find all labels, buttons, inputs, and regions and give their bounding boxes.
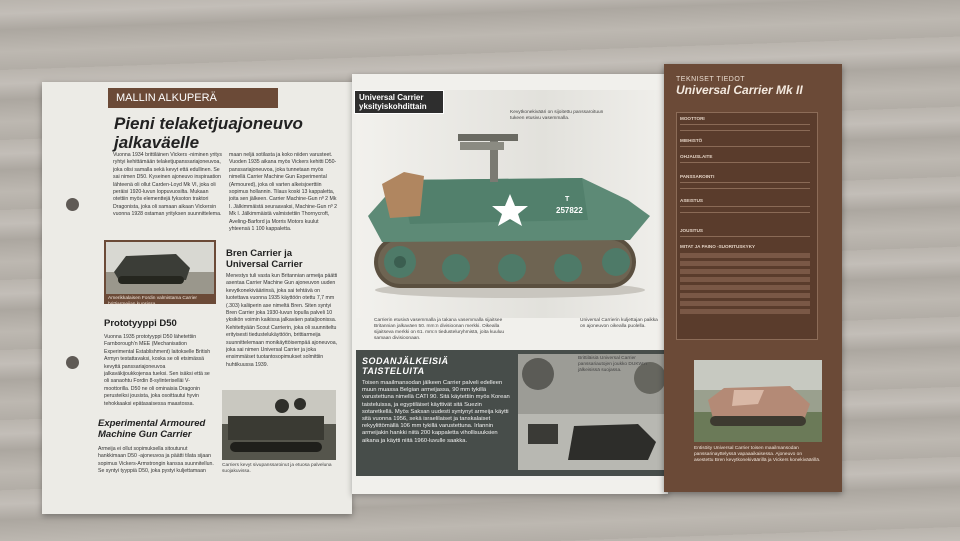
spec-label: MIEHISTÖ	[680, 138, 703, 143]
spec-row	[680, 188, 810, 189]
postwar-photo-caption: Brittiläisiä Universal Carrier panssariautojen joukko DUKW:n jälkeisissä suojassa.	[578, 356, 647, 373]
top-caption: Kevytkonekivääri on sijoitettu panssaroituun tukeen etusivu vasemmalla.	[510, 110, 604, 121]
vehicle-marking-t: T	[565, 196, 570, 203]
spec-label: MOOTTORI	[680, 116, 705, 121]
postwar-heading: SODANJÄLKEISIÄ TAISTELUITA	[362, 356, 449, 376]
spec-row	[680, 269, 810, 274]
spec-row	[680, 301, 810, 306]
spec-row	[680, 206, 810, 207]
spec-row	[680, 130, 810, 131]
binder-hole	[66, 198, 79, 211]
subheading-experimental: Experimental Armoured Machine Gun Carrier	[98, 418, 206, 440]
binder-hole	[66, 356, 79, 369]
photo-caption: Amerikkalaisen Fordin valmistama Carrier brittiarmeijan kuosissa.	[108, 296, 198, 307]
spec-row	[680, 293, 810, 298]
spec-kicker: TEKNISET TIEDOT	[676, 76, 746, 83]
spec-row	[680, 236, 810, 237]
bottom-caption-left: Carrierin etusivä vasemmalla ja takana vasemmalla sijaitsee Britannian jalkaväen 50. mm:n divisioonan merkki. Oikealla sijaitseva merkki on 61. mm:n tiedusteluryhmistä, joita kuuluu samaan divisioonaan.	[374, 318, 505, 341]
spec-row	[680, 212, 810, 213]
bottom-caption-right: Universal Carrierin kuljettajan paikka on ajoneuvon oikealla puolella.	[580, 318, 658, 329]
subheading-prototype: Prototyyppi D50	[104, 318, 177, 329]
intro-column-1: Vuonna 1934 brittiläinen Vickers -niminen yritys ryhtyi kehittämään telaketjupanssariajoneuvoa, joka olisi samalla sekä kevyt että edullinen. Se sai nimen D50. Kyseinen ajoneuvo inspiraation lähteenä oli ollut Carden-Loyd Mk VI, joka oli peräisi 1920-luvun loppuvuosilta. Mukaan otettiin myös elementtejä fyksoton traktori Dragonista, joka oli samaan aikaan Vickersin vuonna 1928 ostaman yrityksen suunnittelema.	[113, 152, 222, 218]
universal-carrier-model	[360, 120, 660, 300]
spec-label: PANSSAROINTI	[680, 174, 715, 179]
vehicle-marking-number: 257822	[556, 206, 583, 215]
spec-row	[680, 261, 810, 266]
spec-row	[680, 146, 810, 147]
page-headline: Pieni telaketjuajoneuvo jalkaväelle	[114, 114, 303, 152]
bren-carrier-text: Menestys tuli vasta kun Britannian armeija päätti asentaa Carrier Machine Gun ajoneuvon uuden kevytkonekivääriinsä, joka sai tehtävä on luotettava vuonna 1935 käyttöön otettu 7,7 mm (.303) kaliiperin ase nimeltä Bren. Siten syntyi Bren Carrier joka 1930-luvun lopulla palveli 10 yksikön voimin kaikissa jalkaväen pataljoonissa. Kehitettyään Scout Carrierin, joka oli suunniteltu erityisesti tiedustelukäyttöön, brittiarmeija suunnittelemaan monikäyttöisempää ajoneuvoa, joka sai nimen Universal Carrier ja joka ensimmäiset tuotantosopimukset solmittiin huhtikuussa 1939.	[226, 273, 338, 368]
spec-row	[680, 277, 810, 282]
spec-row	[680, 182, 810, 183]
restored-carrier-photo	[694, 360, 822, 442]
spec-row	[680, 253, 810, 258]
subheading-bren-carrier: Bren Carrier ja Universal Carrier	[226, 248, 303, 270]
spec-label: OHJAUSLAITE	[680, 154, 713, 159]
experimental-text: Armeija ei ollut sopimuksella sitoutunut hankkimaan D50 -ajoneuvoa ja päätti tilata sijaan sopimus Vickers-Armstrongin kanssa suunnitellun. Se syntyi tyyppiä D50, joka pystyi kuljettamaan	[98, 446, 214, 475]
spec-title: Universal Carrier Mk II	[676, 83, 803, 97]
spec-row	[680, 124, 810, 125]
prototype-text: Vuonna 1935 prototyyppi D50 lähetettiin Farnborough'n MEE (Mechanisation Experimental Establishment) laitokselle British Armyn testattavaksi, koska se oli etsimässä kevyttä panssariajoneuvoa jalkaväkijoukkojensa tueksi. Sen isäksi että se oli sanaohtu Fordin 8-sylinteriselläi V-moottorilla. D50 ne oli ominaisia Dragonin perusteiksi jousista, joka osoittautui hyvin tehokkaaksi epätasaisessa maastossa.	[104, 334, 211, 407]
detail-badge: Universal Carrier yksityiskohdittain	[354, 90, 444, 114]
spec-label: JOUSITUS	[680, 228, 703, 233]
carrier-photo-1	[106, 242, 214, 294]
section-label: MALLIN ALKUPERÄ	[108, 88, 278, 108]
postwar-text: Toisen maailmansodan jälkeen Carrier palveli edelleen muun muassa Belgian armeijassa, 90 mm tykillä varustettuna nimellä CATI 90. Sitä käytettiin myös Korean taisteluissa, ja egyptiläiset käyttivät sitä Suezin sotaretkellä. Myös Saksan uudesti syntynyt armeija käytti sitä vuonna 1956, sekä israelilaiset ja tanskalaiset rekyylittömällä 106 mm tykillä varustettuna. Irlannin armeijakin hankki niitä 200 kappaletta vihollisuuksien aikana ja käytti niitä 1960-luvulle saakka.	[362, 380, 510, 444]
restored-photo-caption: Entisöity Universal Carrier toisen maailmansodan panssarinayttelyssä vapaaaikaisessa. Ajoneuvo on asestettu Bren kevytkonekiväärillä ja Vickers konekiväärillä.	[694, 446, 821, 463]
spec-label: MITAT JA PAINO -SUORITUSKYKY	[680, 244, 756, 249]
spec-row	[680, 162, 810, 163]
intro-column-2: maan neljä sotilasta ja koko niiden varusteet. Vuoden 1935 aikana myös Vickers kehitti D50-panssariajoneuvoa, joka tunnetaan myös nimellä Carrier Machine Gun Experimental (Armoured), joka oli varten alkeisjoerttiin sopimus hollannin. Tilaus koski 13 kappaletta, joita sen jälkeen. Carrier Machine-Gun nº 2 Mk I. Jälkimmäistä seuraavaksi, Machine-Gun nº 2 Mk I. Jälkimmäistä valmistettiin Thornycroft, Aveling-Barford ja Morris Motors kuulut yhteensä 1 100 kappaletta.	[229, 152, 337, 233]
spec-label: ASEISTUS	[680, 198, 703, 203]
carrier-photo-2	[222, 390, 336, 460]
spec-row	[680, 309, 810, 314]
photo-caption: Carriers kevyt sivupanssaroinut ja etuosa palveluna suojakuvissa.	[222, 463, 332, 474]
spec-row	[680, 285, 810, 290]
